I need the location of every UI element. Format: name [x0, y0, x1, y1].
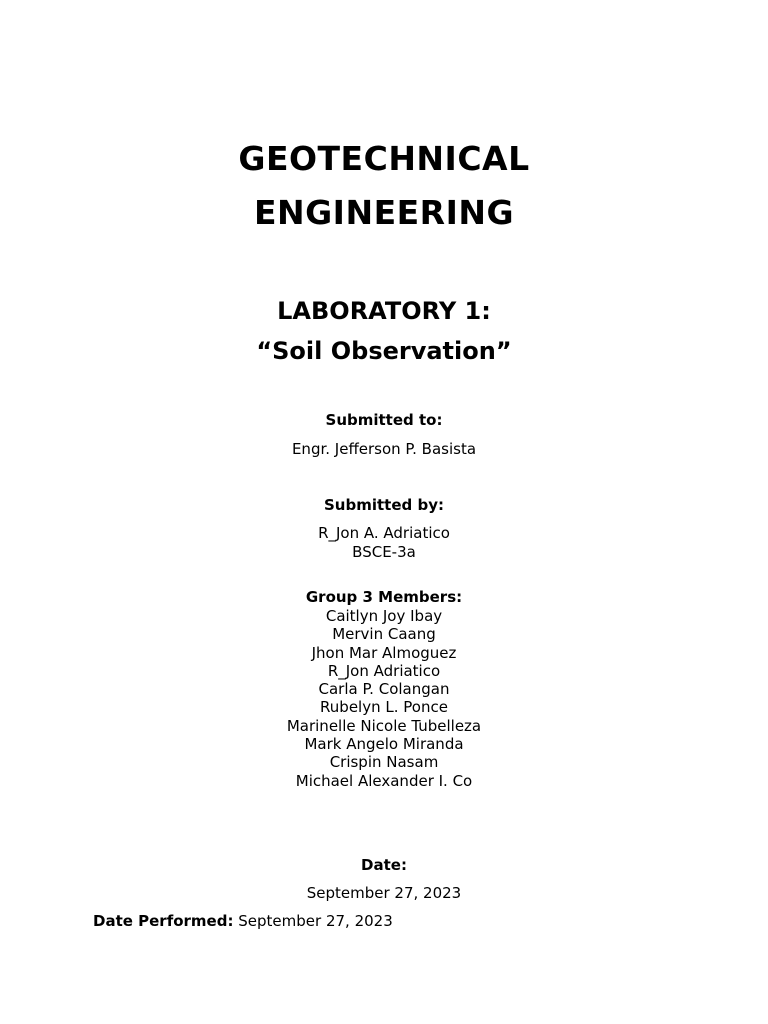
list-item: Mervin Caang [332, 625, 436, 644]
date-value: September 27, 2023 [306, 884, 462, 902]
list-item: R_Jon Adriatico [327, 661, 441, 680]
submitted-by-label: Submitted by: [324, 496, 444, 514]
lab-number: LABORATORY 1: [277, 297, 491, 325]
group-members-list [0, 607, 768, 790]
group-members-label: Group 3 Members: [305, 588, 463, 606]
list-item: Jhon Mar Almoguez [311, 643, 457, 662]
lab-heading [0, 291, 768, 371]
date-performed-value: September 27, 2023 [238, 912, 393, 930]
list-item: Marinelle Nicole Tubelleza [286, 716, 482, 735]
list-item: Crispin Nasam [329, 753, 439, 772]
submitted-by-section: BSCE-3a [352, 543, 416, 561]
title-line-2: ENGINEERING [253, 193, 515, 232]
submitted-to-name: Engr. Jefferson P. Basista [291, 440, 477, 458]
lab-title: “Soil Observation” [256, 337, 512, 365]
list-item: Carla P. Colangan [318, 680, 450, 699]
title-line-1: GEOTECHNICAL [238, 139, 530, 178]
list-item: Caitlyn Joy Ibay [325, 607, 443, 625]
date-performed-label: Date Performed: [93, 912, 234, 930]
list-item: Michael Alexander I. Co [295, 771, 473, 790]
submitted-to-label: Submitted to: [325, 411, 443, 429]
list-item: Mark Angelo Miranda [304, 735, 464, 754]
date-performed [93, 912, 393, 930]
date-label: Date: [361, 856, 407, 874]
list-item: Rubelyn L. Ponce [320, 698, 448, 717]
submitted-by-name: R_Jon A. Adriatico [318, 524, 450, 542]
document-title [0, 132, 768, 240]
